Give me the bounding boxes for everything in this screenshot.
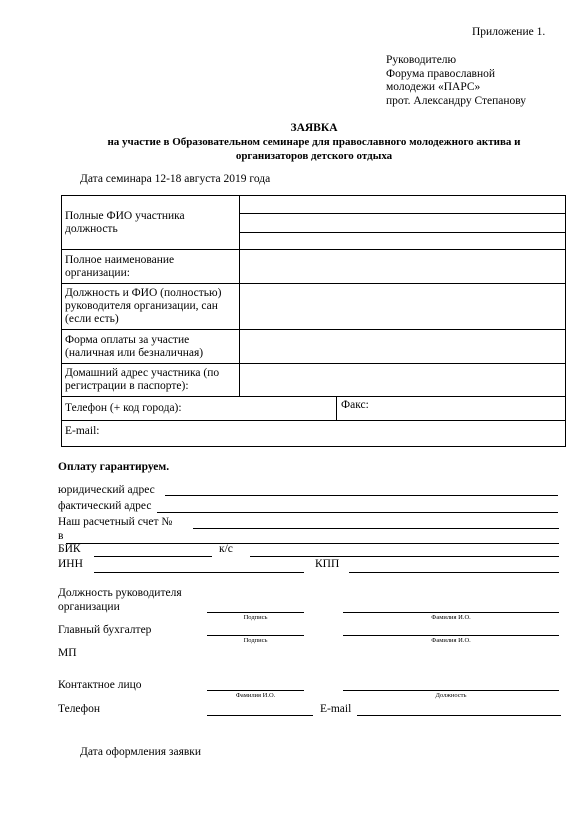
accountant-name-line[interactable] [343, 635, 559, 636]
contact-email-label: E-mail [320, 703, 352, 715]
document-title: ЗАЯВКА [290, 122, 338, 134]
bik-line[interactable] [94, 556, 212, 557]
email-label: E-mail: [65, 425, 100, 437]
organization-label: организации [58, 601, 120, 613]
payment-form-label: Форма оплаты за участие (наличная или безналичная) [65, 334, 204, 359]
kpp-label: КПП [315, 558, 340, 570]
document-subtitle: на участие в Образовательном семинаре для православного молодежного актива и [107, 136, 521, 148]
legal-address-line[interactable] [165, 495, 558, 496]
head-position-label: Должность руководителя [58, 587, 182, 599]
addressee-line: молодежи «ПАРС» [386, 81, 481, 93]
table-rule [62, 249, 565, 250]
chief-accountant-label: Главный бухгалтер [58, 624, 152, 636]
bank-label: в [58, 530, 64, 542]
contact-phone-line[interactable] [207, 715, 313, 716]
bank-line[interactable] [66, 543, 559, 544]
table-rule [239, 213, 565, 214]
position-caption: Должность [435, 692, 467, 699]
contact-name-line[interactable] [207, 690, 304, 691]
addressee-line: Форума православной [386, 68, 496, 80]
bik-label: БИК [58, 543, 81, 555]
document-subtitle: организаторов детского отдыха [235, 150, 393, 162]
addressee-line: Руководителю [386, 54, 457, 66]
appendix-label: Приложение 1. [472, 26, 546, 38]
head-of-organization-label: Должность и ФИО (полностью) руководителя организации, сан (если есть) [65, 287, 222, 325]
table-rule [239, 232, 565, 233]
inn-label: ИНН [58, 558, 83, 570]
addressee-line: прот. Александру Степанову [386, 95, 527, 107]
ks-label: к/с [219, 543, 233, 555]
name-caption: Фамилия И.О. [431, 614, 471, 621]
contact-phone-label: Телефон [58, 703, 101, 715]
legal-address-label: юридический адрес [58, 484, 155, 496]
participant-name-label: Полные ФИО участника должность [65, 210, 185, 235]
contact-position-line[interactable] [343, 690, 559, 691]
accountant-signature-line[interactable] [207, 635, 304, 636]
table-rule [62, 329, 565, 330]
table-rule [62, 420, 565, 421]
account-line[interactable] [193, 528, 559, 529]
application-date-label: Дата оформления заявки [80, 746, 202, 758]
ks-line[interactable] [250, 556, 559, 557]
signature-caption: Подпись [243, 614, 268, 621]
head-name-line[interactable] [343, 612, 559, 613]
fax-label: Факс: [341, 399, 369, 411]
phone-label: Телефон (+ код города): [65, 402, 182, 414]
table-rule [62, 283, 565, 284]
kpp-line[interactable] [349, 572, 559, 573]
table-divider [239, 196, 240, 396]
actual-address-label: фактический адрес [58, 500, 152, 512]
seminar-date: Дата семинара 12-18 августа 2019 года [80, 173, 271, 185]
organization-name-label: Полное наименование организации: [65, 254, 175, 279]
inn-line[interactable] [94, 572, 304, 573]
head-signature-line[interactable] [207, 612, 304, 613]
contact-person-label: Контактное лицо [58, 679, 142, 691]
signature-caption: Подпись [243, 637, 268, 644]
table-rule [62, 396, 565, 397]
name-caption: Фамилия И.О. [431, 637, 471, 644]
contact-email-line[interactable] [357, 715, 561, 716]
name-caption: Фамилия И.О. [235, 692, 276, 699]
payment-heading: Оплату гарантируем. [58, 461, 170, 473]
actual-address-line[interactable] [157, 512, 558, 513]
fax-divider [336, 396, 337, 420]
home-address-label: Домашний адрес участника (по регистрации в паспорте): [65, 367, 220, 392]
application-table [61, 195, 566, 447]
account-label: Наш расчетный счет № [58, 516, 173, 528]
table-rule [62, 363, 565, 364]
stamp-label: МП [58, 647, 77, 659]
